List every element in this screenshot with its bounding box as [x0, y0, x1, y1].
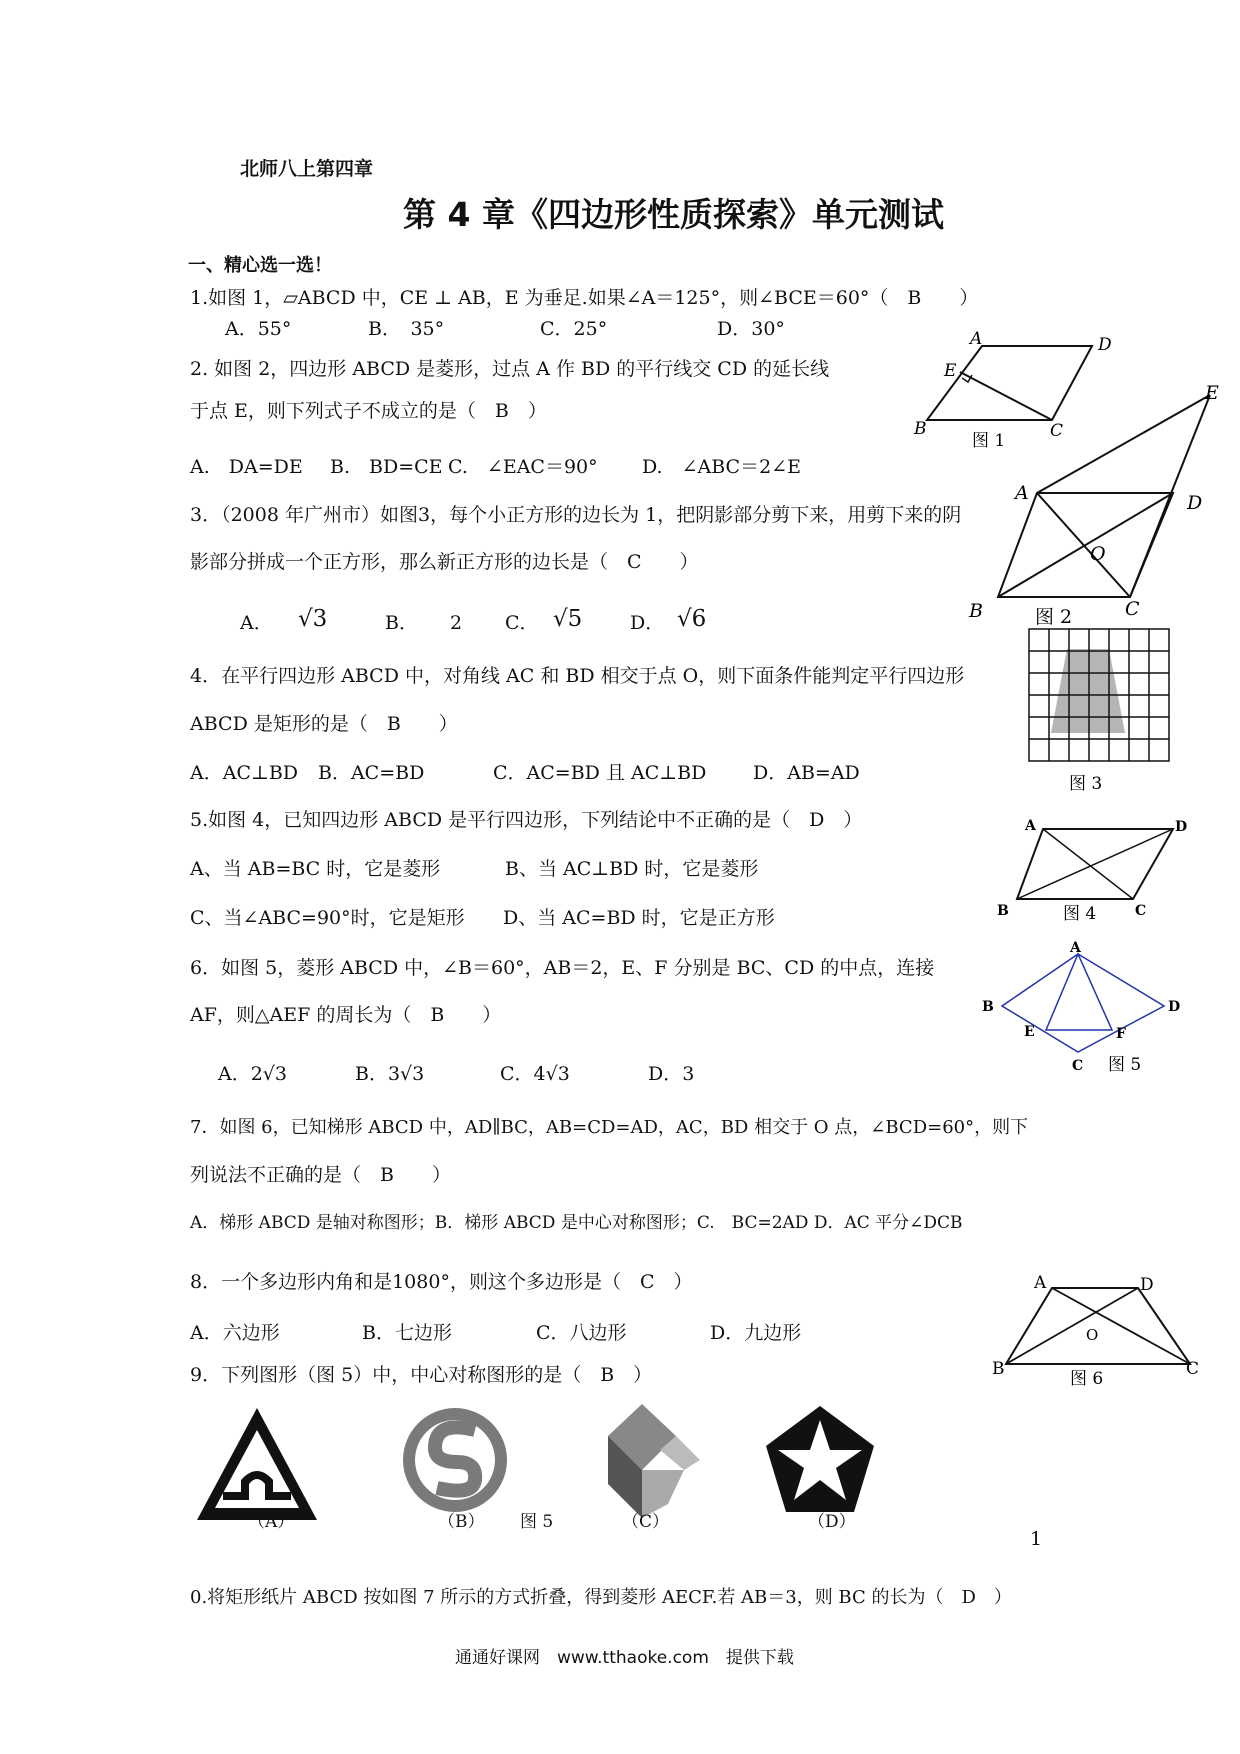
fig5-label-e: E: [1024, 1024, 1035, 1040]
question-7-options: A．梯形 ABCD 是轴对称图形；B．梯形 ABCD 是中心对称图形；C. BC=2AD D．AC 平分∠DCB: [190, 1213, 963, 1233]
q9-label-c: （C）: [622, 1512, 670, 1532]
fig4-label-b: B: [997, 903, 1009, 919]
q8-option-d: D．九边形: [710, 1322, 802, 1344]
question-8: 8．一个多边形内角和是1080°，则这个多边形是（ C ）: [190, 1271, 693, 1293]
question-3-line2: 影部分拼成一个正方形，那么新正方形的边长是（ C ）: [190, 551, 699, 573]
fig4-caption: 图 4: [1063, 904, 1097, 924]
q9-label-b: （B）: [438, 1512, 485, 1532]
question-6-line2: AF，则△AEF 的周长为（ B ）: [190, 1004, 502, 1026]
fig2-caption: 图 2: [1035, 606, 1073, 628]
q9-label-a: （A）: [248, 1512, 295, 1532]
q2-option-c: C. ∠EAC＝90°: [448, 456, 598, 478]
figure-6: [990, 1268, 1205, 1403]
q4-option-d: D．AB=AD: [753, 762, 860, 784]
q3-option-d-label: D．: [630, 612, 665, 634]
q6-option-a: A．2√3: [218, 1063, 288, 1085]
q3-option-b-label: B．: [385, 612, 418, 634]
q1-option-d: D．30°: [717, 318, 785, 340]
fig6-caption: 图 6: [1070, 1369, 1104, 1389]
q6-option-d: D．3: [648, 1063, 695, 1085]
page-number: 1: [1030, 1528, 1043, 1550]
fig6-label-b: B: [992, 1359, 1005, 1379]
fig4-label-a: A: [1025, 818, 1036, 834]
question-4-line1: 4．在平行四边形 ABCD 中，对角线 AC 和 BD 相交于点 O，则下面条件能判定平行四边形: [190, 665, 965, 687]
question-10: 0.将矩形纸片 ABCD 按如图 7 所示的方式折叠，得到菱形 AECF.若 AB＝3，则 BC 的长为（ D ）: [190, 1587, 1012, 1608]
fig2-label-o: O: [1090, 543, 1106, 565]
question-9: 9．下列图形（图 5）中，中心对称图形的是（ B ）: [190, 1364, 653, 1386]
q3-option-d-value: √6: [677, 606, 707, 632]
q9-caption: 图 5: [520, 1512, 554, 1532]
q9-shape-c-logo: [580, 1400, 710, 1525]
fig4-label-c: C: [1135, 903, 1147, 919]
fig6-label-a: A: [1034, 1273, 1047, 1293]
q8-option-a: A．六边形: [190, 1322, 280, 1344]
fig1-label-a: A: [970, 329, 983, 349]
series-label: 北师八上第四章: [240, 158, 374, 180]
q5-option-d: D、当 AC=BD 时，它是正方形: [503, 907, 775, 929]
question-4-line2: ABCD 是矩形的是（ B ）: [190, 713, 458, 735]
fig4-label-d: D: [1175, 819, 1188, 835]
fig5-label-f: F: [1116, 1026, 1126, 1042]
q2-option-a: A. DA=DE: [190, 456, 303, 478]
fig3-caption: 图 3: [1069, 774, 1103, 794]
fig1-label-b: B: [914, 419, 927, 439]
q3-option-a-label: A．: [240, 612, 273, 634]
q1-option-a: A．55°: [225, 318, 292, 340]
footer: 通通好课网 www.tthaoke.com 提供下载: [455, 1648, 794, 1668]
q6-option-c: C．4√3: [500, 1063, 570, 1085]
q4-option-a: A．AC⊥BD: [190, 762, 299, 784]
q2-option-b: B. BD=CE: [330, 456, 443, 478]
q8-option-c: C．八边形: [536, 1322, 627, 1344]
q9-shape-b-s-logo: [395, 1400, 515, 1520]
page-title: 第 4 章《四边形性质探索》单元测试: [403, 195, 944, 234]
q5-option-b: B、当 AC⊥BD 时，它是菱形: [505, 858, 759, 880]
fig6-label-d: D: [1140, 1275, 1154, 1295]
fig6-label-c: C: [1186, 1359, 1200, 1379]
question-7-line2: 列说法不正确的是（ B ）: [190, 1164, 451, 1186]
fig5-label-a: A: [1070, 940, 1081, 956]
fig1-label-c: C: [1050, 421, 1064, 441]
fig1-label-e: E: [944, 361, 957, 381]
question-3-line1: 3．（2008 年广州市）如图3，每个小正方形的边长为 1，把阴影部分剪下来，用剪下来的阴: [190, 504, 962, 526]
figure-2: [965, 382, 1225, 640]
question-6-line1: 6．如图 5，菱形 ABCD 中，∠B＝60°，AB＝2，E、F 分别是 BC、CD 的中点，连接: [190, 957, 935, 979]
fig6-label-o: O: [1086, 1326, 1099, 1344]
fig5-label-d: D: [1168, 999, 1181, 1015]
q5-option-c: C、当∠ABC=90°时，它是矩形: [190, 907, 465, 929]
q3-option-b-value: 2: [450, 612, 463, 634]
q4-option-b: B．AC=BD: [318, 762, 425, 784]
question-2-line2: 于点 E，则下列式子不成立的是（ B ）: [190, 400, 547, 422]
question-1: 1.如图 1，▱ABCD 中，CE ⊥ AB，E 为垂足.如果∠A＝125°，则∠BCE＝60°（ B ）: [190, 287, 979, 309]
question-7-line1: 7．如图 6，已知梯形 ABCD 中，AD∥BC，AB=CD=AD，AC，BD 相交于 O 点，∠BCD=60°，则下: [190, 1117, 1029, 1138]
q6-option-b: B．3√3: [355, 1063, 425, 1085]
section-heading: 一、精心选一选！: [188, 255, 332, 276]
q3-option-c-value: √5: [553, 606, 583, 632]
q5-option-a: A、当 AB=BC 时，它是菱形: [190, 858, 441, 880]
q3-option-c-label: C．: [505, 612, 539, 634]
fig2-label-e: E: [1205, 382, 1219, 404]
fig2-label-d: D: [1187, 492, 1203, 514]
fig2-label-a: A: [1015, 482, 1029, 504]
q1-option-b: B． 35°: [368, 318, 445, 340]
q1-option-c: C．25°: [540, 318, 608, 340]
figure-3: [1025, 625, 1175, 800]
q9-shape-d-star-pentagon: [760, 1400, 880, 1520]
fig5-label-b: B: [982, 999, 994, 1015]
figure-5: [978, 940, 1193, 1075]
fig1-caption: 图 1: [972, 431, 1006, 451]
q9-shape-a-traffic-sign: [195, 1400, 325, 1530]
question-5: 5.如图 4，已知四边形 ABCD 是平行四边形，下列结论中不正确的是（ D ）: [190, 809, 863, 831]
q9-label-d: （D）: [808, 1512, 856, 1532]
figure-4: [995, 815, 1190, 935]
q4-option-c: C．AC=BD 且 AC⊥BD: [493, 762, 707, 784]
q3-option-a-value: √3: [298, 606, 328, 632]
fig5-caption: 图 5: [1108, 1055, 1142, 1075]
fig2-label-b: B: [969, 600, 983, 622]
q8-option-b: B．七边形: [362, 1322, 452, 1344]
fig5-label-c: C: [1072, 1058, 1084, 1074]
q2-option-d: D. ∠ABC＝2∠E: [642, 456, 801, 478]
question-2-line1: 2. 如图 2，四边形 ABCD 是菱形，过点 A 作 BD 的平行线交 CD 的延长线: [190, 358, 830, 380]
fig1-label-d: D: [1098, 335, 1112, 355]
fig2-label-c: C: [1125, 598, 1140, 620]
